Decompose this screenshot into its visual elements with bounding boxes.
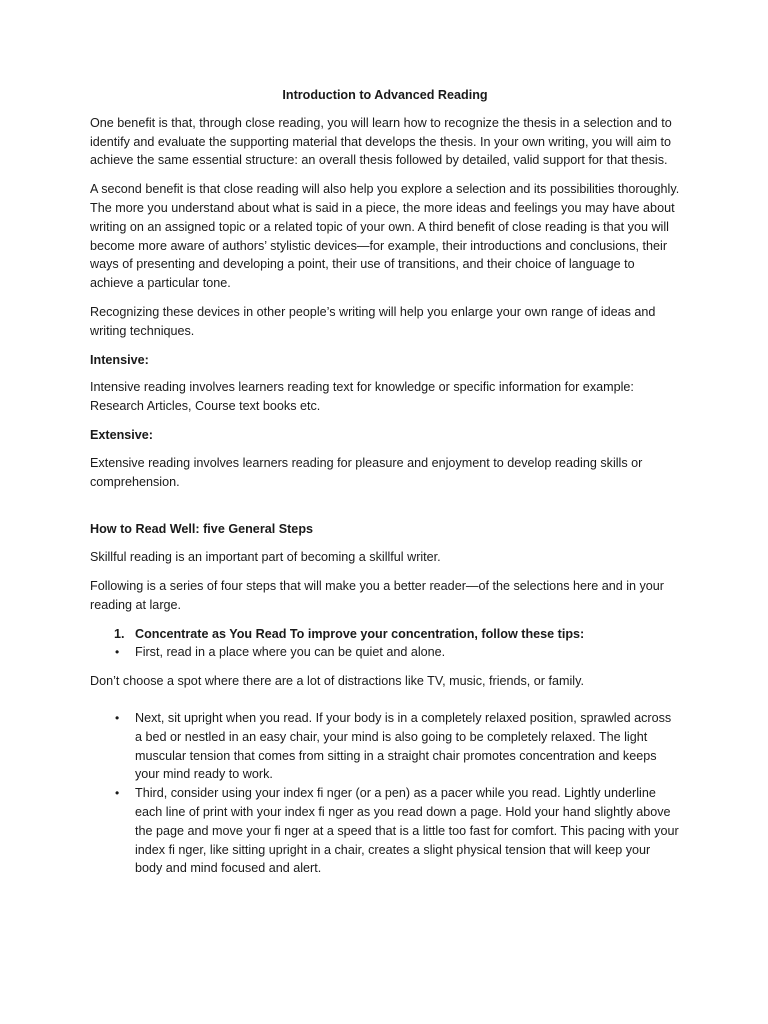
tip-1-text: First, read in a place where you can be quiet and alone. (135, 645, 446, 660)
list-item (115, 784, 680, 878)
list-item (115, 643, 680, 662)
bullet-icon: • (115, 786, 120, 801)
document-title: Introduction to Advanced Reading (282, 88, 488, 102)
list-spacer (90, 700, 680, 709)
extensive-heading: Extensive: (90, 427, 153, 442)
extensive-text: Extensive reading involves learners reading for pleasure and enjoyment to develop reading skills or comprehension. (90, 455, 643, 489)
tip-2-text: Next, sit upright when you read. If your body is in a completely relaxed position, sprawled across a bed or nestled in an easy chair, your mind is also going to be completely relaxed. The light muscular tension that comes from sitting in a straight chair promotes concentration and keeps your mind ready to work. (135, 710, 672, 782)
step-1 (90, 625, 680, 644)
how-to-paragraph-2: Following is a series of four steps that will make you a better reader—of the selections here and in your reading at large. (90, 578, 665, 612)
intensive-text: Intensive reading involves learners reading text for knowledge or specific information for example: Research Articles, Course text books etc. (90, 380, 634, 414)
intro-paragraph-1: One benefit is that, through close reading, you will learn how to recognize the thesis in a selection and to identify and evaluate the supporting material that develops the thesis. In your own writing, you will aim to achieve the same essential structure: an overall thesis followed by detailed, valid support for that thesis. (90, 115, 672, 168)
step-1-number: 1. (114, 626, 125, 641)
intro-paragraph-3: Recognizing these devices in other people’s writing will help you enlarge your own range of ideas and writing techniques. (90, 304, 656, 338)
tips-list-2 (90, 709, 680, 878)
section-spacer (90, 501, 680, 520)
step-1-text: Concentrate as You Read To improve your concentration, follow these tips: (135, 626, 585, 641)
how-to-paragraph-1: Skillful reading is an important part of becoming a skillful writer. (90, 550, 441, 565)
document-page (90, 86, 680, 888)
intro-paragraph-2: A second benefit is that close reading will also help you explore a selection and its possibilities thoroughly. The more you understand about what is said in a piece, the more ideas and feelings you may have about writing on an assigned topic or a related topic of your own. A third benefit of close reading is that you will become more aware of authors’ stylistic devices—for example, their introductions and conclusions, their ways of presenting and developing a point, their use of transitions, and their choice of language to achieve a particular tone. (90, 182, 680, 291)
list-item (115, 709, 680, 784)
intensive-heading: Intensive: (90, 352, 149, 367)
tips-list-1 (90, 643, 680, 662)
bullet-icon: • (115, 645, 120, 660)
how-to-heading: How to Read Well: five General Steps (90, 522, 314, 537)
bullet-icon: • (115, 710, 120, 725)
distraction-note: Don’t choose a spot where there are a lot of distractions like TV, music, friends, or family. (90, 674, 584, 689)
tip-3-text: Third, consider using your index fi nger (or a pen) as a pacer while you read. Lightly underline each line of print with your index fi nger as you read down a page. Hold your hand slightly above the page and move your fi nger at a speed that is a little too fast for comfort. This pacing with your index fi nger, like sitting upright in a chair, creates a slight physical tension that will keep your body and mind focused and alert. (135, 786, 679, 876)
